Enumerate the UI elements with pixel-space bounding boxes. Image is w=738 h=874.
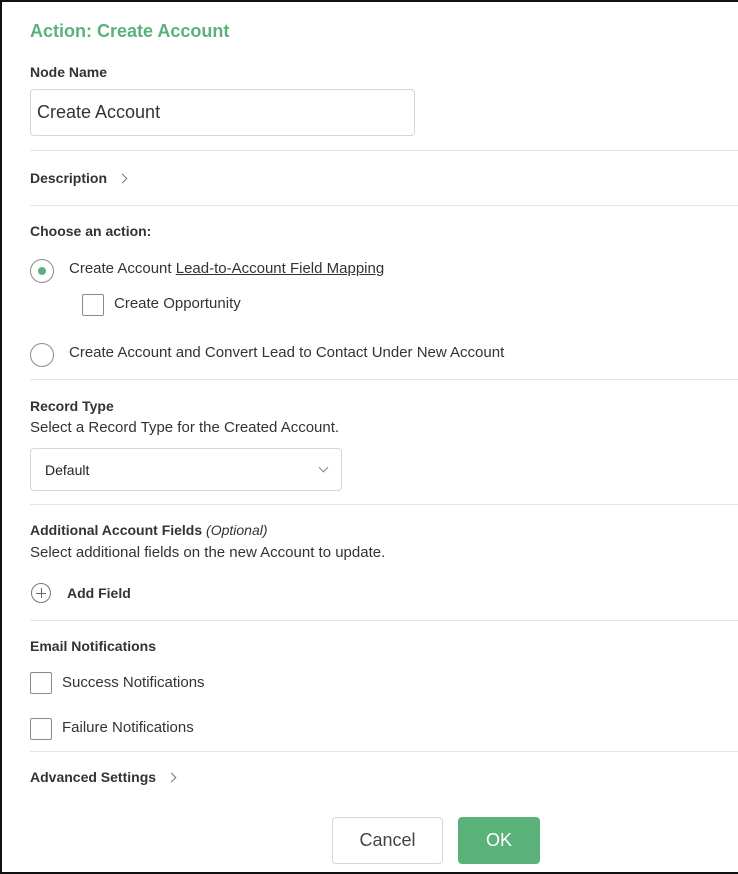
chevron-down-icon bbox=[319, 463, 329, 473]
radio-create-and-convert-label: Create Account and Convert Lead to Contact Under New Account bbox=[69, 344, 505, 361]
node-name-label: Node Name bbox=[30, 64, 108, 80]
divider bbox=[30, 751, 738, 752]
radio-create-account-label bbox=[69, 260, 384, 277]
add-field-label: Add Field bbox=[67, 585, 131, 601]
success-notifications-label: Success Notifications bbox=[62, 674, 205, 691]
create-opportunity-label: Create Opportunity bbox=[114, 295, 241, 312]
node-name-input[interactable] bbox=[30, 89, 415, 136]
ok-button[interactable]: OK bbox=[458, 817, 540, 864]
cancel-button[interactable]: Cancel bbox=[332, 817, 443, 864]
additional-fields-title: Additional Account Fields bbox=[30, 522, 203, 538]
divider bbox=[30, 504, 738, 505]
create-opportunity-checkbox[interactable] bbox=[82, 294, 104, 316]
optional-tag: (Optional) bbox=[206, 522, 268, 538]
record-type-value: Default bbox=[45, 462, 90, 478]
divider bbox=[30, 379, 738, 380]
add-field-button[interactable] bbox=[31, 583, 131, 603]
success-notifications-checkbox[interactable] bbox=[30, 672, 52, 694]
radio-create-account[interactable] bbox=[30, 259, 54, 283]
description-label: Description bbox=[30, 170, 108, 186]
radio-create-and-convert[interactable] bbox=[30, 343, 54, 367]
create-account-text: Create Account bbox=[69, 260, 172, 277]
failure-notifications-label: Failure Notifications bbox=[62, 719, 194, 736]
advanced-settings-toggle[interactable] bbox=[30, 769, 175, 785]
advanced-settings-label: Advanced Settings bbox=[30, 769, 157, 785]
description-toggle[interactable] bbox=[30, 170, 126, 186]
record-type-select[interactable] bbox=[30, 448, 342, 491]
divider bbox=[30, 205, 738, 206]
chevron-right-icon bbox=[118, 173, 128, 183]
failure-notifications-checkbox[interactable] bbox=[30, 718, 52, 740]
add-circle-icon bbox=[31, 583, 51, 603]
email-notifications-label: Email Notifications bbox=[30, 638, 157, 654]
lead-to-account-mapping-link[interactable]: Lead-to-Account Field Mapping bbox=[175, 260, 385, 277]
record-type-label: Record Type bbox=[30, 398, 114, 414]
choose-action-label: Choose an action: bbox=[30, 223, 152, 239]
chevron-right-icon bbox=[167, 772, 177, 782]
divider bbox=[30, 620, 738, 621]
divider bbox=[30, 150, 738, 151]
dialog-title: Action: Create Account bbox=[30, 21, 230, 41]
record-type-help: Select a Record Type for the Created Account. bbox=[30, 419, 340, 436]
additional-fields-help: Select additional fields on the new Account to update. bbox=[30, 544, 386, 561]
additional-fields-label bbox=[30, 522, 268, 538]
